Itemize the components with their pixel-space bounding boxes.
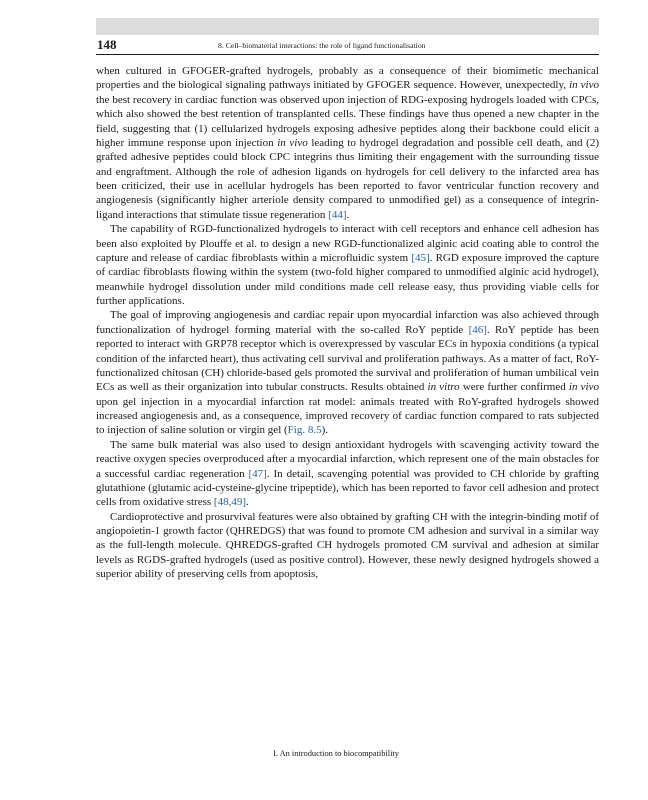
body-paragraph	[96, 64, 599, 222]
italic-term: in vitro	[427, 381, 460, 394]
paragraph-text: the best recovery in cardiac function was observed upon injection of RDG-exposing hydrogels loaded with CPCs, which also showed the best retention of transplanted cells. These findings have thus opened a new chapter in the field, suggesting that (1) cellularized hydrogels exposing adhesive peptides along their backbone could elicit a higher immune response upon injection	[96, 93, 599, 149]
running-head: 8. Cell–biomaterial interactions: the role of ligand functionalisation	[218, 41, 426, 50]
body-text	[96, 64, 599, 582]
body-paragraph	[96, 510, 599, 582]
paragraph-text: .	[246, 496, 249, 509]
citation-link[interactable]: [48,49]	[213, 496, 246, 509]
citation-link[interactable]: [44]	[328, 208, 347, 221]
paragraph-text: The goal of improving angiogenesis and cardiac repair upon myocardial infarction was also achieved through functionalization of hydrogel forming material with the so-called RoY peptide	[96, 309, 599, 336]
body-paragraph	[96, 438, 599, 510]
body-paragraph	[96, 308, 599, 437]
page-footer	[0, 749, 648, 759]
body-paragraph	[96, 222, 599, 308]
page-number: 148	[97, 37, 117, 52]
citation-link[interactable]: [46]	[468, 323, 487, 336]
header-bar	[96, 18, 599, 35]
citation-link[interactable]: [47]	[248, 467, 267, 480]
paragraph-text: ).	[321, 424, 329, 437]
paragraph-text: The same bulk material was also used to design antioxidant hydrogels with scavenging activity toward the reactive oxygen species overproduced after a myocardial infarction, which represent one of the main obstacles for a successful cardiac regeneration	[96, 438, 599, 480]
paragraph-text: Cardioprotective and prosurvival features were also obtained by grafting CH with the integrin-binding motif of angiopoietin-1 growth factor (QHREDGS) that was found to promote CM adhesion and survival in a similar way as the full-length molecule. QHREDGS-grafted CH hydrogels promoted CM survival and adhesion at similar levels as RGDS-grafted hydrogels (used as positive control). However, these newly designed hydrogels showed a superior ability of preserving cells from apoptosis,	[96, 510, 599, 581]
paragraph-text: . RGD exposure improved the capture of cardiac fibroblasts flowing within the system (two-fold higher compared to unmodified alginic acid hydrogel), meanwhile hydrogel dissolution under mild conditions made cell release easy, thus providing viable cells for further applications.	[96, 251, 599, 307]
paragraph-text: when cultured in GFOGER-grafted hydrogels, probably as a consequence of their biomimetic mechanical properties and the biological signaling pathways initiated by GFOGER sequence. However, unexpectedly,	[96, 65, 599, 92]
paragraph-text: . RoY peptide has been reported to interact with GRP78 receptor which is overexpressed by vascular ECs in hypoxia conditions (a typical condition of the infarcted heart), thus activating cell survival and proliferation pathways. As a matter of fact, RoY-functionalized chitosan (CH) chloride-based gels promoted the survival and proliferation of human umbilical vein ECs as well as their organization into tubular constructs. Results obtained	[96, 323, 599, 394]
header-rule	[96, 54, 599, 55]
paragraph-text: upon gel injection in a myocardial infarction rat model: animals treated with RoY-grafted hydrogels showed increased angiogenesis and, as a consequence, improved recovery of cardiac function compared to rats subjected to injection of saline solution or virgin gel (	[96, 395, 599, 437]
italic-term: in vivo	[568, 381, 599, 394]
citation-link[interactable]: [45]	[411, 251, 430, 264]
paragraph-text: The capability of RGD-functionalized hydrogels to interact with cell receptors and enhance cell adhesion has been also exploited by Plouffe et al. to design a new RGD-functionalized alginic acid coating able to control the capture and release of cardiac fibroblasts within a microfluidic system	[96, 223, 599, 264]
citation-link[interactable]: Fig. 8.5	[287, 424, 322, 437]
paragraph-text: were further confirmed	[459, 381, 569, 394]
paragraph-text: . In detail, scavenging potential was provided to CH chloride by grafting glutathione (glutamic acid-cysteine-glycine tripeptide), which has been reported to favor cell adhesion and protect cells from oxidative stress	[96, 467, 599, 509]
italic-term: in vivo	[569, 79, 599, 92]
paragraph-text: leading to hydrogel degradation and possible cell death, and (2) grafted adhesive peptides could block CPC integrins thus limiting their engagement with the surrounding tissue and engraftment. Although the role of adhesion ligands on hydrogels for cell delivery to the infarcted area has been criticized, their use in acellular hydrogels has been reported to favor ventricular function recovery and angiogenesis (significantly higher arteriole density compared to unmodified gel) as a consequence of integrin-ligand interactions that stimulate tissue regeneration	[96, 136, 599, 221]
italic-term: in vivo	[277, 136, 308, 149]
footer-section-label: I. An introduction to biocompatibility	[273, 749, 399, 758]
paragraph-text: .	[346, 208, 350, 221]
